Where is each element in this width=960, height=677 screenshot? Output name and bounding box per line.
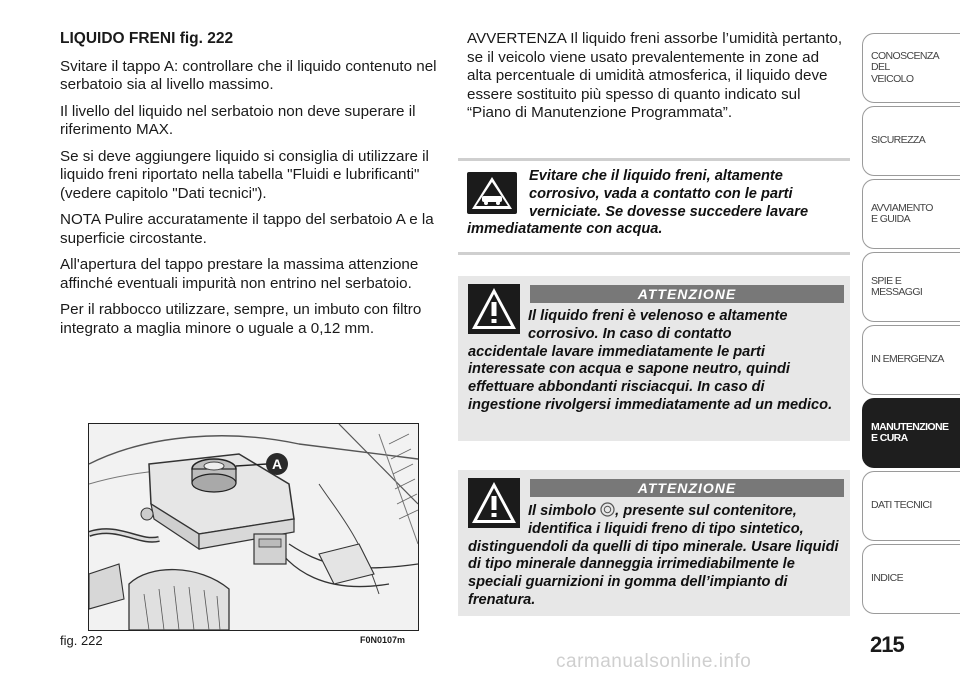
figure-code: F0N0107m: [360, 635, 406, 645]
attention-2-first-lines: , presente sul contenitore, identifica i liquidi freno di tipo sintetico,: [528, 503, 804, 537]
paragraph-4: NOTA Pulire accuratamente il tappo del serbatoio A e la superficie circostante.: [60, 211, 434, 247]
attention-header: ATTENZIONE: [530, 479, 844, 497]
separator-top: [458, 158, 850, 161]
callout-label-a: A: [271, 456, 283, 472]
attention-2-rest: distinguendoli da quelli di tipo minerale. Usare liquidi di tipo minerale danneggia irrimediabilmente le speciali guarnizioni in gomma dell’impianto di frenatura.: [468, 538, 839, 608]
synthetic-brake-fluid-symbol-icon: [600, 502, 615, 517]
attention-1-first-lines: Il liquido freni è velenoso e altamente corrosivo. In caso di contatto: [528, 308, 788, 342]
tab-in-emergenza[interactable]: IN EMERGENZA: [862, 325, 960, 395]
attention-box-toxic: [458, 276, 850, 441]
paragraph-6: Per il rabbocco utilizzare, sempre, un imbuto con filtro integrato a maglia minore o uguale a 0,12 mm.: [60, 301, 422, 337]
left-column: [60, 30, 438, 346]
paint-warning-note: [467, 168, 849, 239]
tab-indice[interactable]: INDICE: [862, 544, 960, 614]
attention-1-rest: accidentale lavare immediatamente le parti interessate con acqua e sapone neutro, quindi effettuare abbondanti risciacqui. In caso di ingestione rivolgersi immediatamente ad un medico.: [468, 343, 833, 413]
paragraph-5: All'apertura del tappo prestare la massima attenzione affinché eventuali impurità non entrino nel serbatoio.: [60, 256, 419, 292]
watermark: carmanualsonline.info: [556, 651, 752, 672]
paragraph-3: Se si deve aggiungere liquido si consiglia di utilizzare il liquido freni riportato nella tabella "Fluidi e lubrificanti" (vedere capitolo "Dati tecnici").: [60, 147, 429, 202]
attention-2-lead: Il simbolo: [528, 503, 597, 519]
tab-spie-e-messaggi[interactable]: SPIE E MESSAGGI: [862, 252, 960, 322]
tab-avviamento-e-guida[interactable]: AVVIAMENTO E GUIDA: [862, 179, 960, 249]
note-rest: immediatamente con acqua.: [467, 221, 663, 238]
separator-middle: [458, 252, 850, 255]
engine-bay-figure: [88, 423, 419, 631]
tab-conoscenza-del-veicolo[interactable]: CONOSCENZA DEL VEICOLO: [862, 33, 960, 103]
warning-paragraph: AVVERTENZA Il liquido freni assorbe l’umidità pertanto, se il veicolo viene usato prevalentemente in zone ad alta percentuale di umidità atmosferica, il liquido deve essere sostituito più spesso di quanto indicato sul “Piano di Manutenzione Programmata”.: [467, 30, 843, 121]
paragraph-2: Il livello del liquido nel serbatoio non deve superare il riferimento MAX.: [60, 102, 416, 138]
note-first-lines: Evitare che il liquido freni, altamente corrosivo, vada a contatto con le parti verniciate. Se dovesse succedere lavare: [529, 168, 809, 220]
tab-sicurezza[interactable]: SICUREZZA: [862, 106, 960, 176]
tab-manutenzione-e-cura[interactable]: MANUTENZIONE E CURA: [862, 398, 960, 468]
figure-label: fig. 222: [60, 633, 103, 648]
attention-header: ATTENZIONE: [530, 285, 844, 303]
paragraph-1: Svitare il tappo A: controllare che il liquido contenuto nel serbatoio sia al livello massimo.: [60, 57, 437, 93]
car-paint-warning-icon: [467, 172, 517, 214]
brake-fluid-reservoir-illustration: [89, 424, 418, 630]
tab-dati-tecnici[interactable]: DATI TECNICI: [862, 471, 960, 541]
attention-box-symbol: [458, 470, 850, 616]
page-number: 215: [870, 632, 904, 657]
section-title: LIQUIDO FRENI fig. 222: [60, 30, 234, 47]
